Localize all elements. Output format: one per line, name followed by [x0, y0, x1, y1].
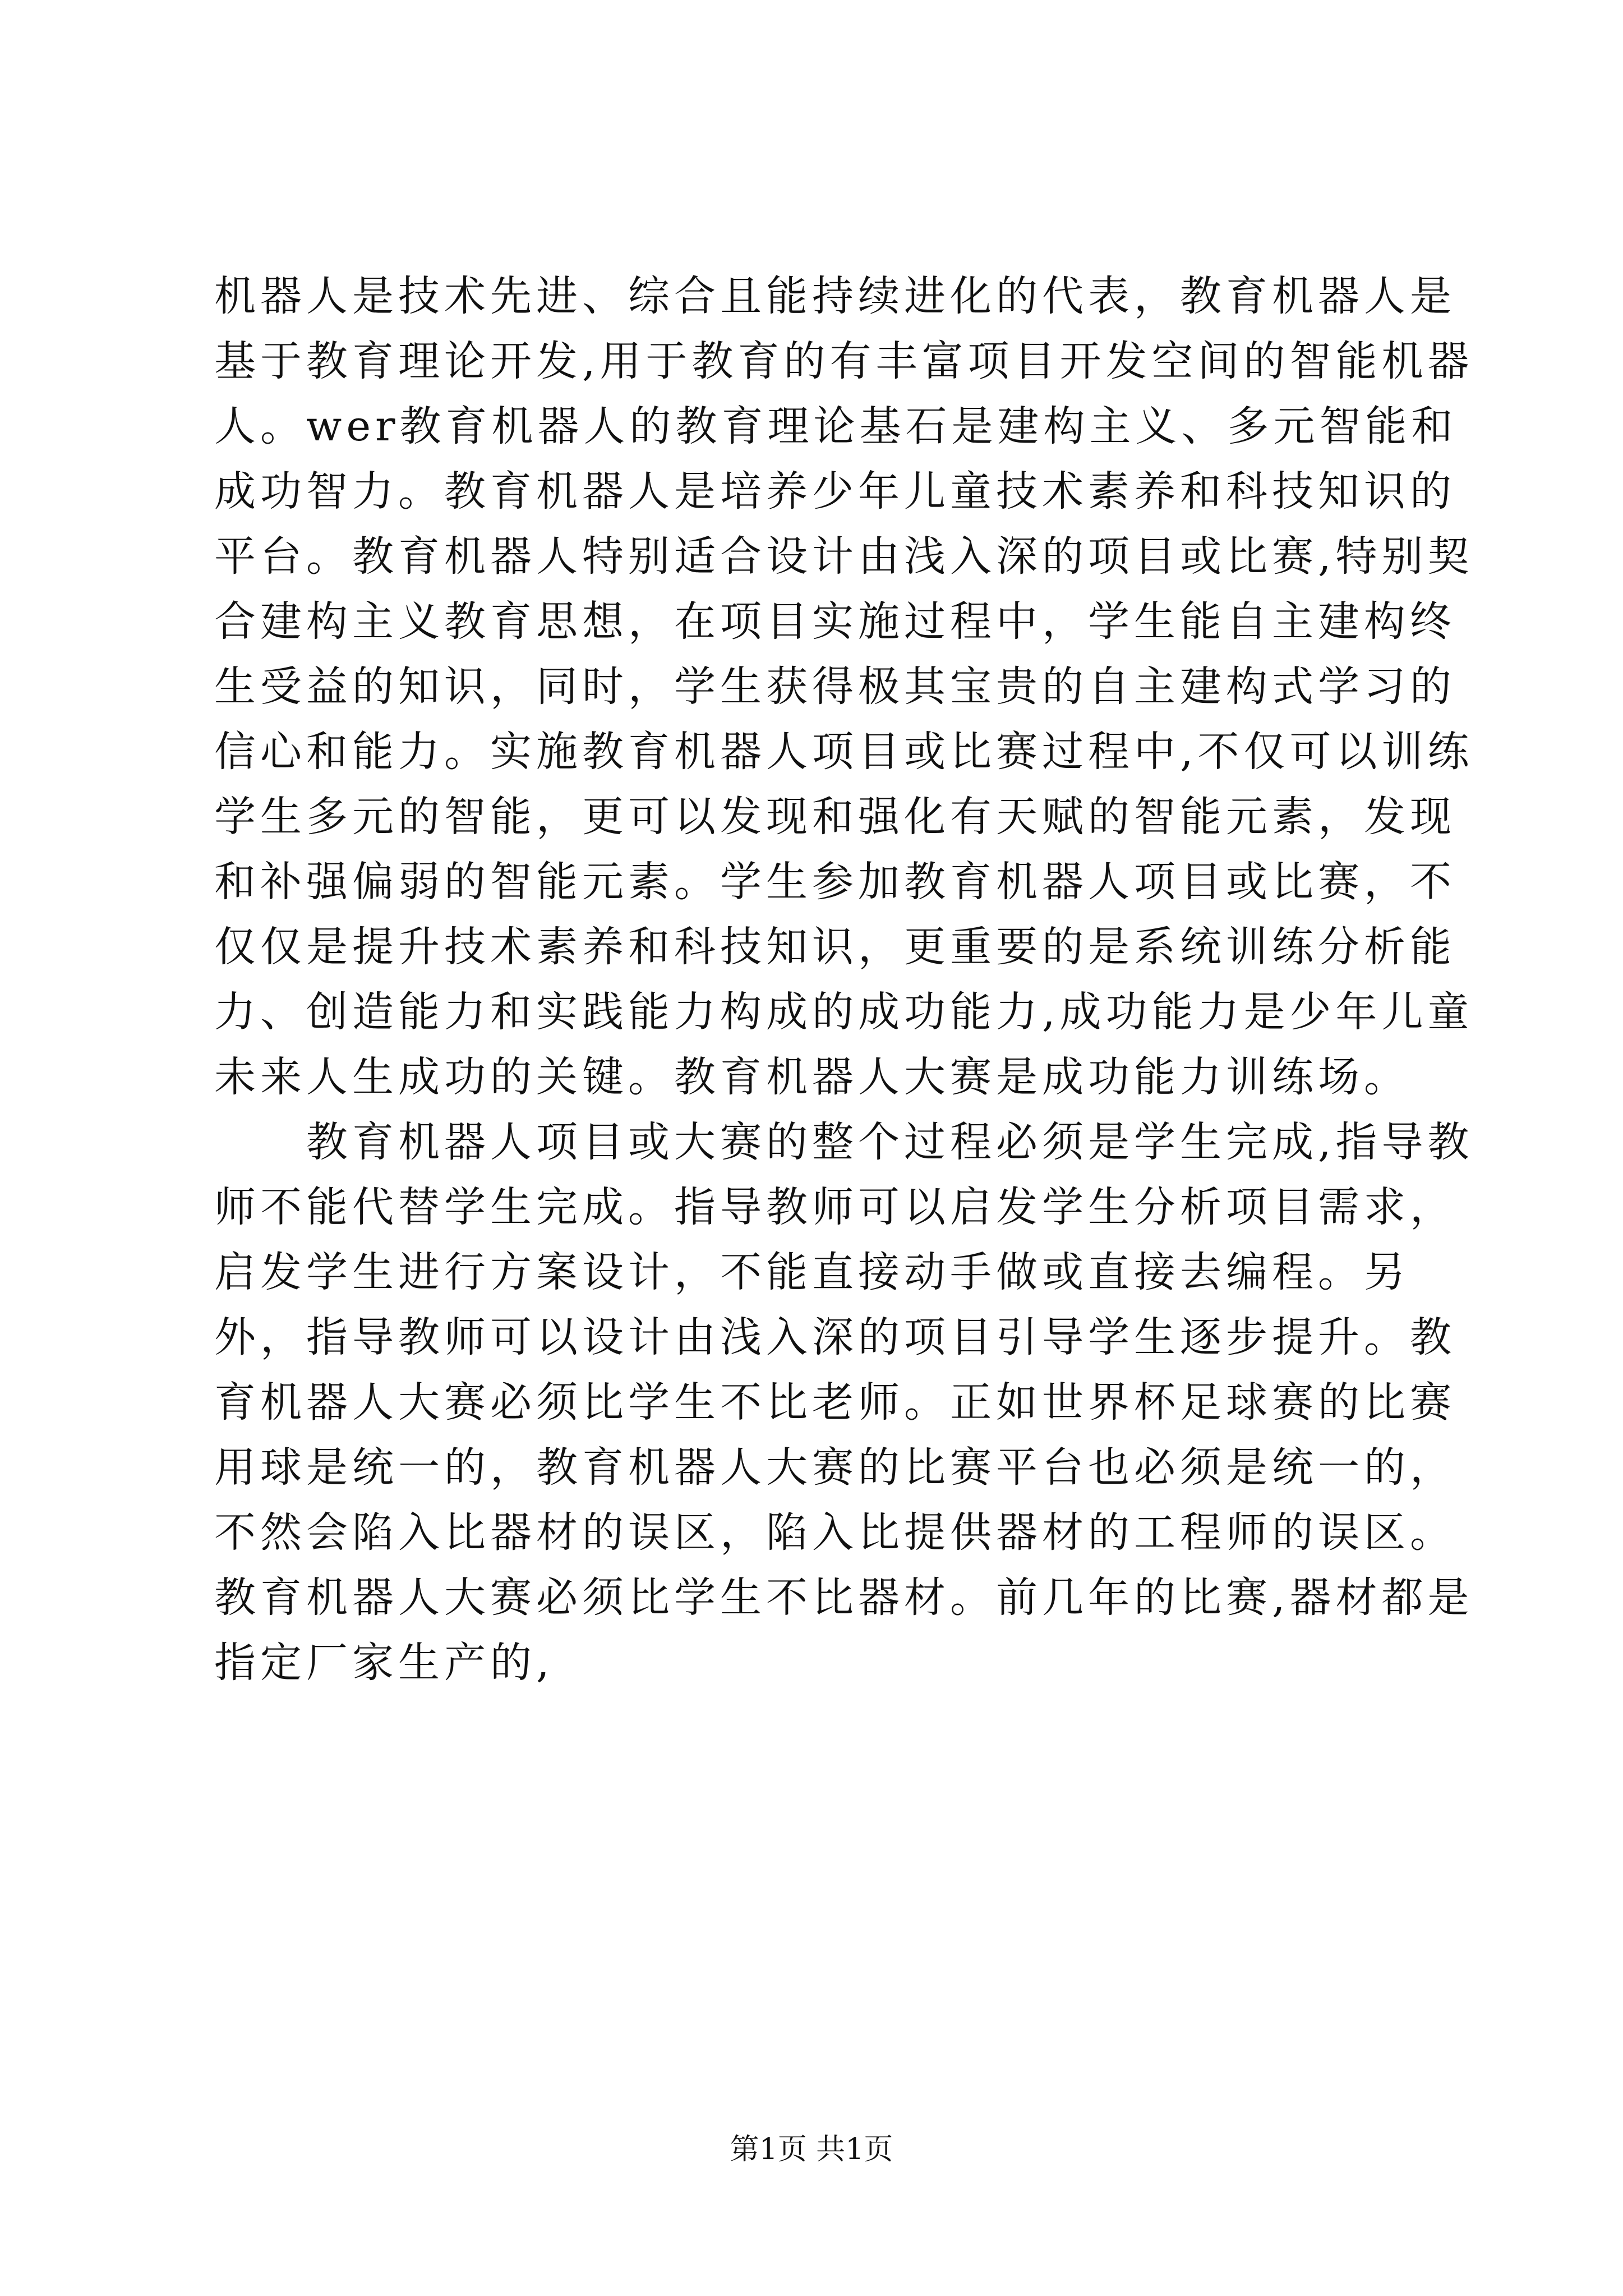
- paragraph-2: 教育机器人项目或大赛的整个过程必须是学生完成,指导教师不能代替学生完成。指导教师可以启发学生分析项目需求，启发学生进行方案设计，不能直接动手做或直接去编程。另外，指导教师可以设计由浅入深的项目引导学生逐步提升。教育机器人大赛必须比学生不比老师。正如世界杯足球赛的比赛用球是统一的，教育机器人大赛的比赛平台也必须是统一的，不然会陷入比器材的误区，陷入比提供器材的工程师的误区。教育机器人大赛必须比学生不比器材。前几年的比赛,器材都是指定厂家生产的,: [214, 1118, 1474, 1687]
- page-footer: 第1页 共1页: [730, 2133, 893, 2166]
- document-body: [214, 264, 1482, 1695]
- paragraph-1: 机器人是技术先进、综合且能持续进化的代表，教育机器人是基于教育理论开发,用于教育的有丰富项目开发空间的智能机器人。wer教育机器人的教育理论基石是建构主义、多元智能和成功智力。教育机器人是培养少年儿童技术素养和科技知识的平台。教育机器人特别适合设计由浅入深的项目或比赛,特别契合建构主义教育思想，在项目实施过程中，学生能自主建构终生受益的知识，同时，学生获得极其宝贵的自主建构式学习的信心和能力。实施教育机器人项目或比赛过程中,不仅可以训练学生多元的智能，更可以发现和强化有天赋的智能元素，发现和补强偏弱的智能元素。学生参加教育机器人项目或比赛，不仅仅是提升技术素养和科技知识，更重要的是系统训练分析能力、创造能力和实践能力构成的成功能力,成功能力是少年儿童未来人生成功的关键。教育机器人大赛是成功能力训练场。: [214, 272, 1474, 1101]
